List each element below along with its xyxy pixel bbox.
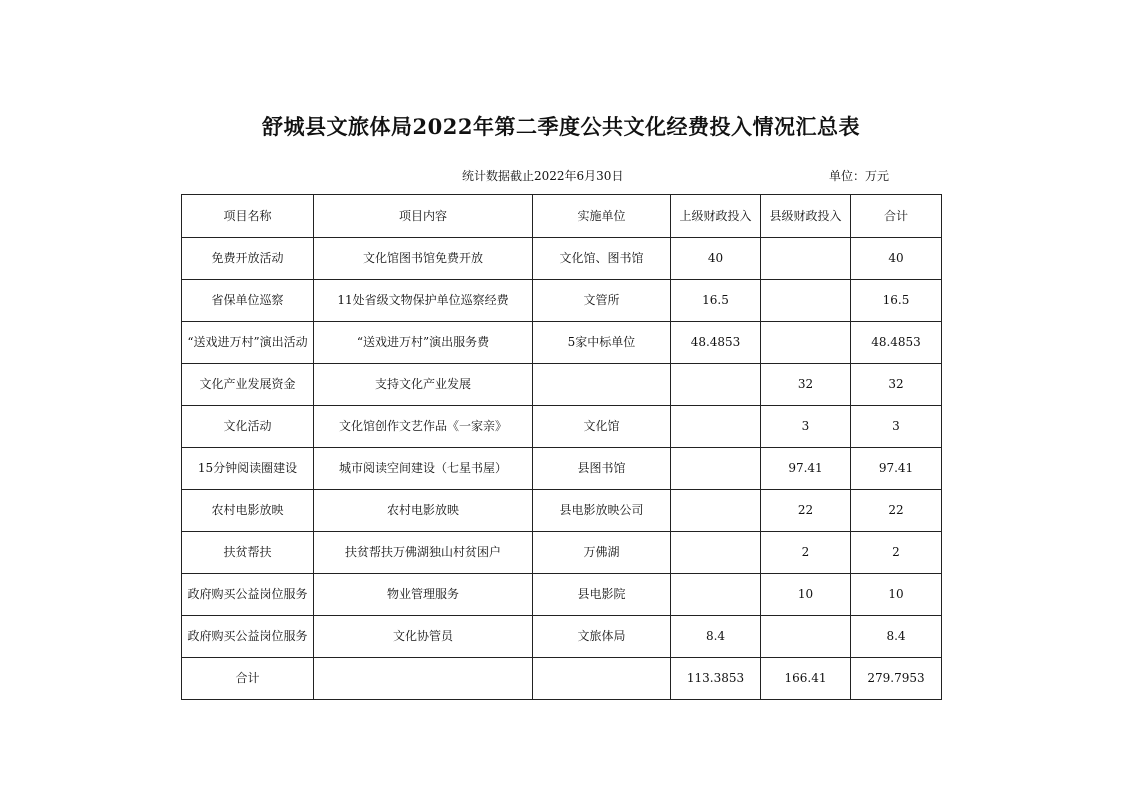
cell-implementing-unit: 5家中标单位 xyxy=(533,322,671,364)
table-row xyxy=(182,406,942,448)
cell-superior-funding: 8.4 xyxy=(671,616,761,658)
stat-date-note: 统计数据截止2022年6月30日 xyxy=(462,169,624,183)
header-project-name: 项目名称 xyxy=(182,195,314,238)
cell-total: 2 xyxy=(851,532,942,574)
cell-implementing-unit xyxy=(533,364,671,406)
cell-project-name: 农村电影放映 xyxy=(182,490,314,532)
table-header xyxy=(182,195,942,238)
cell-project-name: “送戏进万村”演出活动 xyxy=(182,322,314,364)
cell-implementing-unit: 县电影院 xyxy=(533,574,671,616)
cell-project-content: 支持文化产业发展 xyxy=(314,364,533,406)
cell-project-content: 农村电影放映 xyxy=(314,490,533,532)
table-row xyxy=(182,574,942,616)
funding-summary-table xyxy=(181,194,942,700)
cell-project-name: 文化活动 xyxy=(182,406,314,448)
cell-total: 40 xyxy=(851,238,942,280)
cell-total-label: 合计 xyxy=(182,658,314,700)
header-row xyxy=(182,195,942,238)
cell-county-funding: 2 xyxy=(761,532,851,574)
table-row xyxy=(182,532,942,574)
cell-project-name: 15分钟阅读圈建设 xyxy=(182,448,314,490)
cell-total: 10 xyxy=(851,574,942,616)
cell-county-funding: 10 xyxy=(761,574,851,616)
header-county-funding: 县级财政投入 xyxy=(761,195,851,238)
table-row xyxy=(182,364,942,406)
cell-county-funding xyxy=(761,616,851,658)
cell-project-content: 文化馆创作文艺作品《一家亲》 xyxy=(314,406,533,448)
cell-total: 97.41 xyxy=(851,448,942,490)
cell-project-name: 政府购买公益岗位服务 xyxy=(182,616,314,658)
cell-total: 22 xyxy=(851,490,942,532)
cell-superior-funding xyxy=(671,532,761,574)
cell-county-funding: 97.41 xyxy=(761,448,851,490)
cell-county-funding xyxy=(761,322,851,364)
cell-total: 16.5 xyxy=(851,280,942,322)
cell-superior-funding xyxy=(671,490,761,532)
cell-total: 48.4853 xyxy=(851,322,942,364)
cell-implementing-unit xyxy=(533,658,671,700)
header-implementing-unit: 实施单位 xyxy=(533,195,671,238)
cell-superior-funding xyxy=(671,364,761,406)
cell-implementing-unit: 文化馆、图书馆 xyxy=(533,238,671,280)
cell-total: 3 xyxy=(851,406,942,448)
cell-superior-funding: 40 xyxy=(671,238,761,280)
cell-implementing-unit: 县图书馆 xyxy=(533,448,671,490)
cell-project-content: 城市阅读空间建设（七星书屋） xyxy=(314,448,533,490)
cell-implementing-unit: 文管所 xyxy=(533,280,671,322)
unit-note: 单位：万元 xyxy=(829,169,890,183)
document-title: 舒城县文旅体局2022年第二季度公共文化经费投入情况汇总表 xyxy=(262,114,860,139)
cell-implementing-unit: 文旅体局 xyxy=(533,616,671,658)
cell-superior-funding: 48.4853 xyxy=(671,322,761,364)
cell-implementing-unit: 万佛湖 xyxy=(533,532,671,574)
table-row xyxy=(182,490,942,532)
total-row xyxy=(182,658,942,700)
cell-superior-funding xyxy=(671,574,761,616)
cell-project-content: 文化协管员 xyxy=(314,616,533,658)
cell-county-funding-total: 166.41 xyxy=(761,658,851,700)
cell-county-funding: 32 xyxy=(761,364,851,406)
header-total: 合计 xyxy=(851,195,942,238)
cell-project-content: 11处省级文物保护单位巡察经费 xyxy=(314,280,533,322)
cell-superior-funding xyxy=(671,406,761,448)
cell-project-content: 扶贫帮扶万佛湖独山村贫困户 xyxy=(314,532,533,574)
cell-superior-funding xyxy=(671,448,761,490)
cell-county-funding: 3 xyxy=(761,406,851,448)
cell-project-content: 文化馆图书馆免费开放 xyxy=(314,238,533,280)
cell-project-name: 文化产业发展资金 xyxy=(182,364,314,406)
cell-project-content: “送戏进万村”演出服务费 xyxy=(314,322,533,364)
table-row xyxy=(182,616,942,658)
header-project-content: 项目内容 xyxy=(314,195,533,238)
header-superior-funding: 上级财政投入 xyxy=(671,195,761,238)
cell-county-funding: 22 xyxy=(761,490,851,532)
cell-implementing-unit: 文化馆 xyxy=(533,406,671,448)
table-body xyxy=(182,238,942,700)
table-row xyxy=(182,238,942,280)
cell-superior-funding-total: 113.3853 xyxy=(671,658,761,700)
cell-project-content: 物业管理服务 xyxy=(314,574,533,616)
cell-county-funding xyxy=(761,280,851,322)
cell-project-content xyxy=(314,658,533,700)
cell-implementing-unit: 县电影放映公司 xyxy=(533,490,671,532)
cell-total: 32 xyxy=(851,364,942,406)
table-row xyxy=(182,448,942,490)
cell-total: 8.4 xyxy=(851,616,942,658)
cell-project-name: 免费开放活动 xyxy=(182,238,314,280)
table-row xyxy=(182,280,942,322)
cell-superior-funding: 16.5 xyxy=(671,280,761,322)
cell-grand-total: 279.7953 xyxy=(851,658,942,700)
cell-county-funding xyxy=(761,238,851,280)
cell-project-name: 扶贫帮扶 xyxy=(182,532,314,574)
cell-project-name: 政府购买公益岗位服务 xyxy=(182,574,314,616)
cell-project-name: 省保单位巡察 xyxy=(182,280,314,322)
table-row xyxy=(182,322,942,364)
